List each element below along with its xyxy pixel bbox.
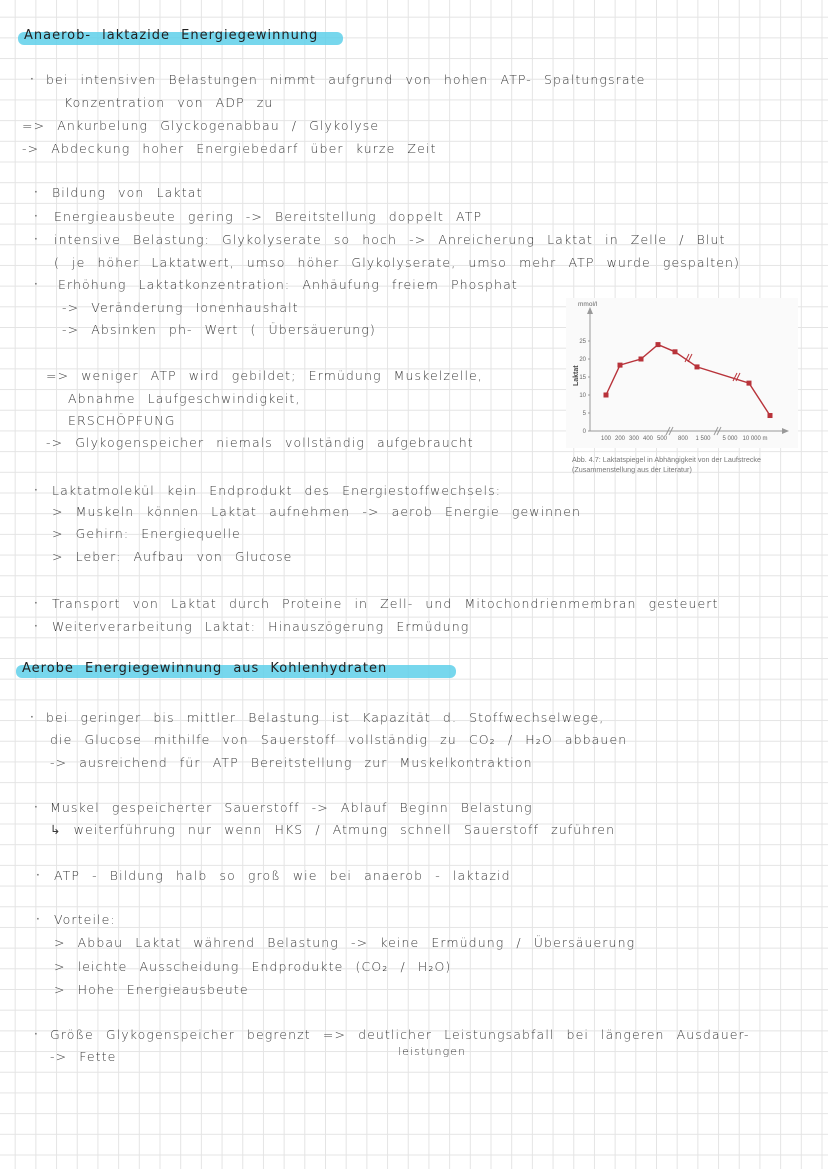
note-line: intensive Belastung: Glykolyserate so hoch -> Anreicherung Laktat in Zelle / Blut — [54, 232, 726, 247]
note-line: Erhöhung Laktatkonzentration: Anhäufung freiem Phosphat — [58, 277, 518, 292]
x-tick-label: 100 — [600, 436, 612, 442]
x-tick-label: 300 — [628, 436, 640, 442]
note-line: Muskel gespeicherter Sauerstoff -> Ablauf Beginn Belastung — [50, 800, 533, 815]
chart-caption: (Zusammenstellung aus der Literatur) — [572, 465, 692, 474]
data-point — [604, 393, 609, 398]
section-title-anaerob: Anaerob- laktazide Energiegewinnung — [24, 28, 319, 43]
note-line: -> Fette — [50, 1049, 117, 1064]
y-unit-label: mmol/l — [578, 301, 598, 308]
note-line: -> ausreichend für ATP Bereitstellung zur Muskelkontraktion — [50, 755, 533, 770]
y-axis-label: Laktat — [573, 365, 580, 386]
note-line: Abnahme Laufgeschwindigkeit, — [68, 391, 301, 406]
note-line: Laktatmolekül kein Endprodukt des Energiestoffwechsels: — [52, 483, 502, 498]
note-line: Vorteile: — [54, 912, 116, 927]
data-point — [695, 364, 700, 369]
note-line: ATP - Bildung halb so groß wie bei anaerob - laktazid — [54, 868, 511, 883]
note-line: > Muskeln können Laktat aufnehmen -> aerob Energie gewinnen — [52, 504, 582, 519]
bullet: · — [34, 619, 38, 633]
data-point — [747, 381, 752, 386]
note-line: Konzentration von ADP zu — [64, 95, 274, 110]
x-tick-label: 5 000 — [722, 436, 738, 442]
bullet: · — [34, 277, 38, 291]
note-line: -> Absinken ph- Wert ( Übersäuerung) — [62, 322, 376, 337]
bullet: · — [34, 800, 38, 814]
bullet: · — [30, 710, 34, 724]
data-point — [639, 357, 644, 362]
note-line: Größe Glykogenspeicher begrenzt => deutlicher Leistungsabfall bei längeren Ausdauer- — [50, 1027, 750, 1042]
bullet: · — [36, 868, 40, 882]
note-line: Transport von Laktat durch Proteine in Zell- und Mitochondrienmembran gesteuert — [52, 596, 719, 611]
bullet: · — [34, 1027, 38, 1041]
note-line: > leichte Ausscheidung Endprodukte (CO₂ / H₂O) — [54, 959, 452, 974]
x-axis-arrow — [782, 428, 789, 434]
y-tick-label: 20 — [579, 357, 586, 363]
bullet: · — [36, 912, 40, 926]
bullet: · — [34, 209, 38, 223]
x-tick-label: 1 500 — [695, 436, 711, 442]
y-axis-arrow — [587, 307, 593, 314]
x-tick-label: 800 — [677, 436, 689, 442]
note-line: > Abbau Laktat während Belastung -> keine Ermüdung / Übersäuerung — [54, 935, 636, 950]
note-line: -> Veränderung Ionenhaushalt — [62, 300, 299, 315]
bullet: · — [30, 72, 34, 86]
note-line: => Ankurbelung Glyckogenabbau / Glykolyse — [22, 118, 380, 133]
x-tick-label: 500 — [656, 436, 668, 442]
y-tick-label: 0 — [582, 429, 586, 435]
x-tick-label: 400 — [642, 436, 654, 442]
note-line: Bildung von Laktat — [52, 185, 203, 200]
note-line: leistungen — [398, 1045, 467, 1058]
note-line: ( je höher Laktatwert, umso höher Glykolyserate, umso mehr ATP wurde gespalten) — [54, 255, 741, 270]
note-line: ↳ weiterführung nur wenn HKS / Atmung schnell Sauerstoff zuführen — [50, 822, 616, 837]
note-line: -> Abdeckung hoher Energiebedarf über kurze Zeit — [22, 141, 437, 156]
note-line: ERSCHÖPFUNG — [68, 413, 176, 428]
bullet: · — [34, 232, 38, 246]
y-tick-label: 15 — [579, 375, 586, 381]
note-line: -> Glykogenspeicher niemals vollständig aufgebraucht — [46, 435, 474, 450]
chart-caption: Abb. 4.7: Laktatspiegel in Abhängigkeit von der Laufstrecke — [572, 455, 761, 464]
lactate-chart — [566, 298, 798, 448]
data-point — [656, 342, 661, 347]
bullet: · — [34, 185, 38, 199]
note-line: bei geringer bis mittler Belastung ist Kapazität d. Stoffwechselwege, — [46, 710, 605, 725]
note-line: > Gehirn: Energiequelle — [52, 526, 241, 541]
y-tick-label: 10 — [579, 393, 586, 399]
note-line: > Hohe Energieausbeute — [54, 982, 249, 997]
note-line: > Leber: Aufbau von Glucose — [52, 549, 293, 564]
bullet: · — [34, 483, 38, 497]
note-line: Energieausbeute gering -> Bereitstellung doppelt ATP — [54, 209, 483, 224]
data-point — [673, 349, 678, 354]
note-line: bei intensiven Belastungen nimmt aufgrund von hohen ATP- Spaltungsrate — [46, 72, 646, 87]
data-point — [618, 363, 623, 368]
section-title-aerob: Aerobe Energiegewinnung aus Kohlenhydraten — [22, 661, 388, 676]
x-tick-label: 200 — [614, 436, 626, 442]
data-point — [768, 413, 773, 418]
note-line: => weniger ATP wird gebildet; Ermüdung Muskelzelle, — [46, 368, 483, 383]
y-tick-label: 25 — [579, 339, 586, 345]
x-tick-label: 10 000 m — [742, 436, 768, 442]
note-line: Weiterverarbeitung Laktat: Hinauszögerung Ermüdung — [52, 619, 470, 634]
y-tick-label: 5 — [582, 411, 586, 417]
bullet: · — [34, 596, 38, 610]
note-line: die Glucose mithilfe von Sauerstoff vollständig zu CO₂ / H₂O abbauen — [50, 732, 628, 747]
